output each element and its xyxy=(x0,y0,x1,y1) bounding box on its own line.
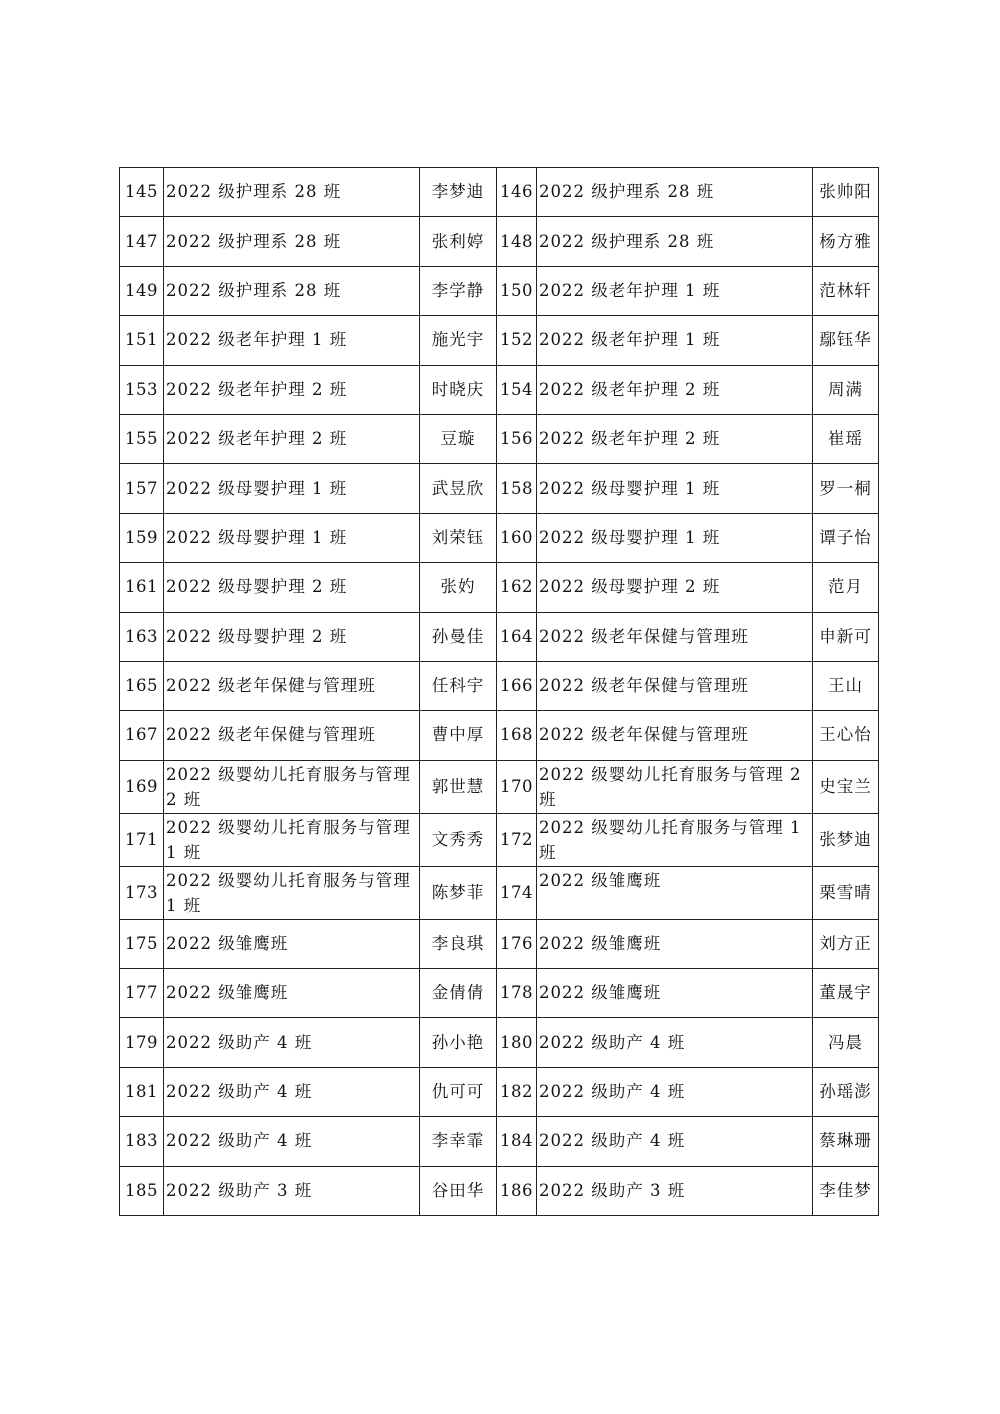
student-name-cell: 郭世慧 xyxy=(420,760,497,813)
table-row xyxy=(120,217,879,266)
class-name-cell: 2022 级婴幼儿托育服务与管理 1 班 xyxy=(537,813,813,866)
table-row xyxy=(120,464,879,513)
table-row xyxy=(120,813,879,866)
student-name-cell: 李佳梦 xyxy=(813,1166,879,1215)
class-name-cell: 2022 级老年护理 2 班 xyxy=(537,365,813,414)
table-row xyxy=(120,711,879,760)
record-number-cell: 180 xyxy=(497,1018,537,1067)
student-name-cell: 申新可 xyxy=(813,612,879,661)
student-name-cell: 孙小艳 xyxy=(420,1018,497,1067)
record-number-cell: 168 xyxy=(497,711,537,760)
record-number-cell: 146 xyxy=(497,168,537,217)
class-name-cell: 2022 级老年护理 2 班 xyxy=(537,414,813,463)
student-name-cell: 范月 xyxy=(813,563,879,612)
class-name-cell: 2022 级母婴护理 2 班 xyxy=(164,563,420,612)
student-name-cell: 孙曼佳 xyxy=(420,612,497,661)
table-row xyxy=(120,1117,879,1166)
table-row xyxy=(120,513,879,562)
roster-body xyxy=(120,168,879,1216)
class-name-cell: 2022 级老年护理 1 班 xyxy=(537,316,813,365)
table-row xyxy=(120,1018,879,1067)
record-number-cell: 173 xyxy=(120,866,164,919)
class-name-cell: 2022 级母婴护理 2 班 xyxy=(164,612,420,661)
record-number-cell: 186 xyxy=(497,1166,537,1215)
class-name-cell: 2022 级老年保健与管理班 xyxy=(164,661,420,710)
record-number-cell: 153 xyxy=(120,365,164,414)
table-row xyxy=(120,316,879,365)
class-name-cell: 2022 级助产 4 班 xyxy=(537,1067,813,1116)
class-name-cell: 2022 级助产 4 班 xyxy=(537,1117,813,1166)
record-number-cell: 149 xyxy=(120,266,164,315)
record-number-cell: 170 xyxy=(497,760,537,813)
student-name-cell: 豆璇 xyxy=(420,414,497,463)
student-name-cell: 曹中厚 xyxy=(420,711,497,760)
table-row xyxy=(120,919,879,968)
table-row xyxy=(120,1166,879,1215)
table-row xyxy=(120,168,879,217)
record-number-cell: 171 xyxy=(120,813,164,866)
table-row xyxy=(120,612,879,661)
record-number-cell: 161 xyxy=(120,563,164,612)
student-name-cell: 孙瑶澎 xyxy=(813,1067,879,1116)
record-number-cell: 150 xyxy=(497,266,537,315)
class-name-cell: 2022 级助产 4 班 xyxy=(537,1018,813,1067)
class-name-cell: 2022 级婴幼儿托育服务与管理 2 班 xyxy=(537,760,813,813)
table-row xyxy=(120,661,879,710)
record-number-cell: 156 xyxy=(497,414,537,463)
class-name-cell: 2022 级护理系 28 班 xyxy=(537,217,813,266)
class-name-cell: 2022 级老年护理 2 班 xyxy=(164,414,420,463)
class-name-cell: 2022 级助产 3 班 xyxy=(537,1166,813,1215)
class-name-cell: 2022 级助产 3 班 xyxy=(164,1166,420,1215)
record-number-cell: 176 xyxy=(497,919,537,968)
class-name-cell: 2022 级雏鹰班 xyxy=(537,919,813,968)
class-name-cell: 2022 级母婴护理 1 班 xyxy=(537,464,813,513)
record-number-cell: 174 xyxy=(497,866,537,919)
record-number-cell: 154 xyxy=(497,365,537,414)
record-number-cell: 148 xyxy=(497,217,537,266)
class-name-cell: 2022 级护理系 28 班 xyxy=(164,266,420,315)
student-name-cell: 施光宇 xyxy=(420,316,497,365)
table-row xyxy=(120,266,879,315)
class-name-cell: 2022 级护理系 28 班 xyxy=(164,217,420,266)
class-name-cell: 2022 级雏鹰班 xyxy=(537,866,813,919)
student-name-cell: 张利婷 xyxy=(420,217,497,266)
class-name-cell: 2022 级老年保健与管理班 xyxy=(164,711,420,760)
student-name-cell: 崔瑶 xyxy=(813,414,879,463)
record-number-cell: 145 xyxy=(120,168,164,217)
class-name-cell: 2022 级助产 4 班 xyxy=(164,1067,420,1116)
record-number-cell: 179 xyxy=(120,1018,164,1067)
record-number-cell: 185 xyxy=(120,1166,164,1215)
student-name-cell: 金倩倩 xyxy=(420,969,497,1018)
class-name-cell: 2022 级雏鹰班 xyxy=(164,919,420,968)
class-name-cell: 2022 级老年保健与管理班 xyxy=(537,612,813,661)
student-name-cell: 任科宇 xyxy=(420,661,497,710)
student-name-cell: 李梦迪 xyxy=(420,168,497,217)
record-number-cell: 172 xyxy=(497,813,537,866)
record-number-cell: 162 xyxy=(497,563,537,612)
class-name-cell: 2022 级母婴护理 2 班 xyxy=(537,563,813,612)
record-number-cell: 158 xyxy=(497,464,537,513)
record-number-cell: 155 xyxy=(120,414,164,463)
record-number-cell: 159 xyxy=(120,513,164,562)
class-name-cell: 2022 级雏鹰班 xyxy=(164,969,420,1018)
record-number-cell: 166 xyxy=(497,661,537,710)
class-name-cell: 2022 级母婴护理 1 班 xyxy=(537,513,813,562)
student-name-cell: 栗雪晴 xyxy=(813,866,879,919)
record-number-cell: 169 xyxy=(120,760,164,813)
student-name-cell: 刘荣钰 xyxy=(420,513,497,562)
student-name-cell: 张帅阳 xyxy=(813,168,879,217)
student-name-cell: 冯晨 xyxy=(813,1018,879,1067)
class-name-cell: 2022 级助产 4 班 xyxy=(164,1018,420,1067)
student-name-cell: 文秀秀 xyxy=(420,813,497,866)
table-row xyxy=(120,1067,879,1116)
record-number-cell: 157 xyxy=(120,464,164,513)
student-name-cell: 张妁 xyxy=(420,563,497,612)
student-name-cell: 杨方雅 xyxy=(813,217,879,266)
class-name-cell: 2022 级老年护理 2 班 xyxy=(164,365,420,414)
record-number-cell: 147 xyxy=(120,217,164,266)
record-number-cell: 151 xyxy=(120,316,164,365)
record-number-cell: 183 xyxy=(120,1117,164,1166)
class-name-cell: 2022 级护理系 28 班 xyxy=(164,168,420,217)
table-row xyxy=(120,365,879,414)
student-name-cell: 陈梦菲 xyxy=(420,866,497,919)
student-name-cell: 仇可可 xyxy=(420,1067,497,1116)
class-name-cell: 2022 级母婴护理 1 班 xyxy=(164,464,420,513)
record-number-cell: 167 xyxy=(120,711,164,760)
roster-table xyxy=(119,167,879,1216)
class-name-cell: 2022 级婴幼儿托育服务与管理 2 班 xyxy=(164,760,420,813)
student-name-cell: 刘方正 xyxy=(813,919,879,968)
student-name-cell: 谭子怡 xyxy=(813,513,879,562)
student-name-cell: 鄢钰华 xyxy=(813,316,879,365)
class-name-cell: 2022 级婴幼儿托育服务与管理 1 班 xyxy=(164,813,420,866)
class-name-cell: 2022 级护理系 28 班 xyxy=(537,168,813,217)
record-number-cell: 175 xyxy=(120,919,164,968)
table-row xyxy=(120,414,879,463)
student-name-cell: 李良琪 xyxy=(420,919,497,968)
student-name-cell: 王山 xyxy=(813,661,879,710)
class-name-cell: 2022 级婴幼儿托育服务与管理 1 班 xyxy=(164,866,420,919)
student-name-cell: 蔡琳珊 xyxy=(813,1117,879,1166)
class-name-cell: 2022 级老年护理 1 班 xyxy=(537,266,813,315)
class-name-cell: 2022 级母婴护理 1 班 xyxy=(164,513,420,562)
student-name-cell: 武昱欣 xyxy=(420,464,497,513)
student-name-cell: 谷田华 xyxy=(420,1166,497,1215)
class-name-cell: 2022 级老年保健与管理班 xyxy=(537,661,813,710)
class-name-cell: 2022 级雏鹰班 xyxy=(537,969,813,1018)
student-name-cell: 时晓庆 xyxy=(420,365,497,414)
student-name-cell: 史宝兰 xyxy=(813,760,879,813)
student-name-cell: 李学静 xyxy=(420,266,497,315)
record-number-cell: 181 xyxy=(120,1067,164,1116)
record-number-cell: 163 xyxy=(120,612,164,661)
class-name-cell: 2022 级助产 4 班 xyxy=(164,1117,420,1166)
student-name-cell: 张梦迪 xyxy=(813,813,879,866)
table-row xyxy=(120,760,879,813)
student-name-cell: 王心怡 xyxy=(813,711,879,760)
record-number-cell: 165 xyxy=(120,661,164,710)
class-name-cell: 2022 级老年护理 1 班 xyxy=(164,316,420,365)
student-name-cell: 李幸霏 xyxy=(420,1117,497,1166)
record-number-cell: 182 xyxy=(497,1067,537,1116)
record-number-cell: 160 xyxy=(497,513,537,562)
record-number-cell: 152 xyxy=(497,316,537,365)
class-name-cell: 2022 级老年保健与管理班 xyxy=(537,711,813,760)
record-number-cell: 178 xyxy=(497,969,537,1018)
student-name-cell: 范林轩 xyxy=(813,266,879,315)
record-number-cell: 177 xyxy=(120,969,164,1018)
table-row xyxy=(120,866,879,919)
student-name-cell: 罗一桐 xyxy=(813,464,879,513)
student-name-cell: 董晟宇 xyxy=(813,969,879,1018)
student-name-cell: 周满 xyxy=(813,365,879,414)
table-row xyxy=(120,969,879,1018)
record-number-cell: 164 xyxy=(497,612,537,661)
table-row xyxy=(120,563,879,612)
record-number-cell: 184 xyxy=(497,1117,537,1166)
